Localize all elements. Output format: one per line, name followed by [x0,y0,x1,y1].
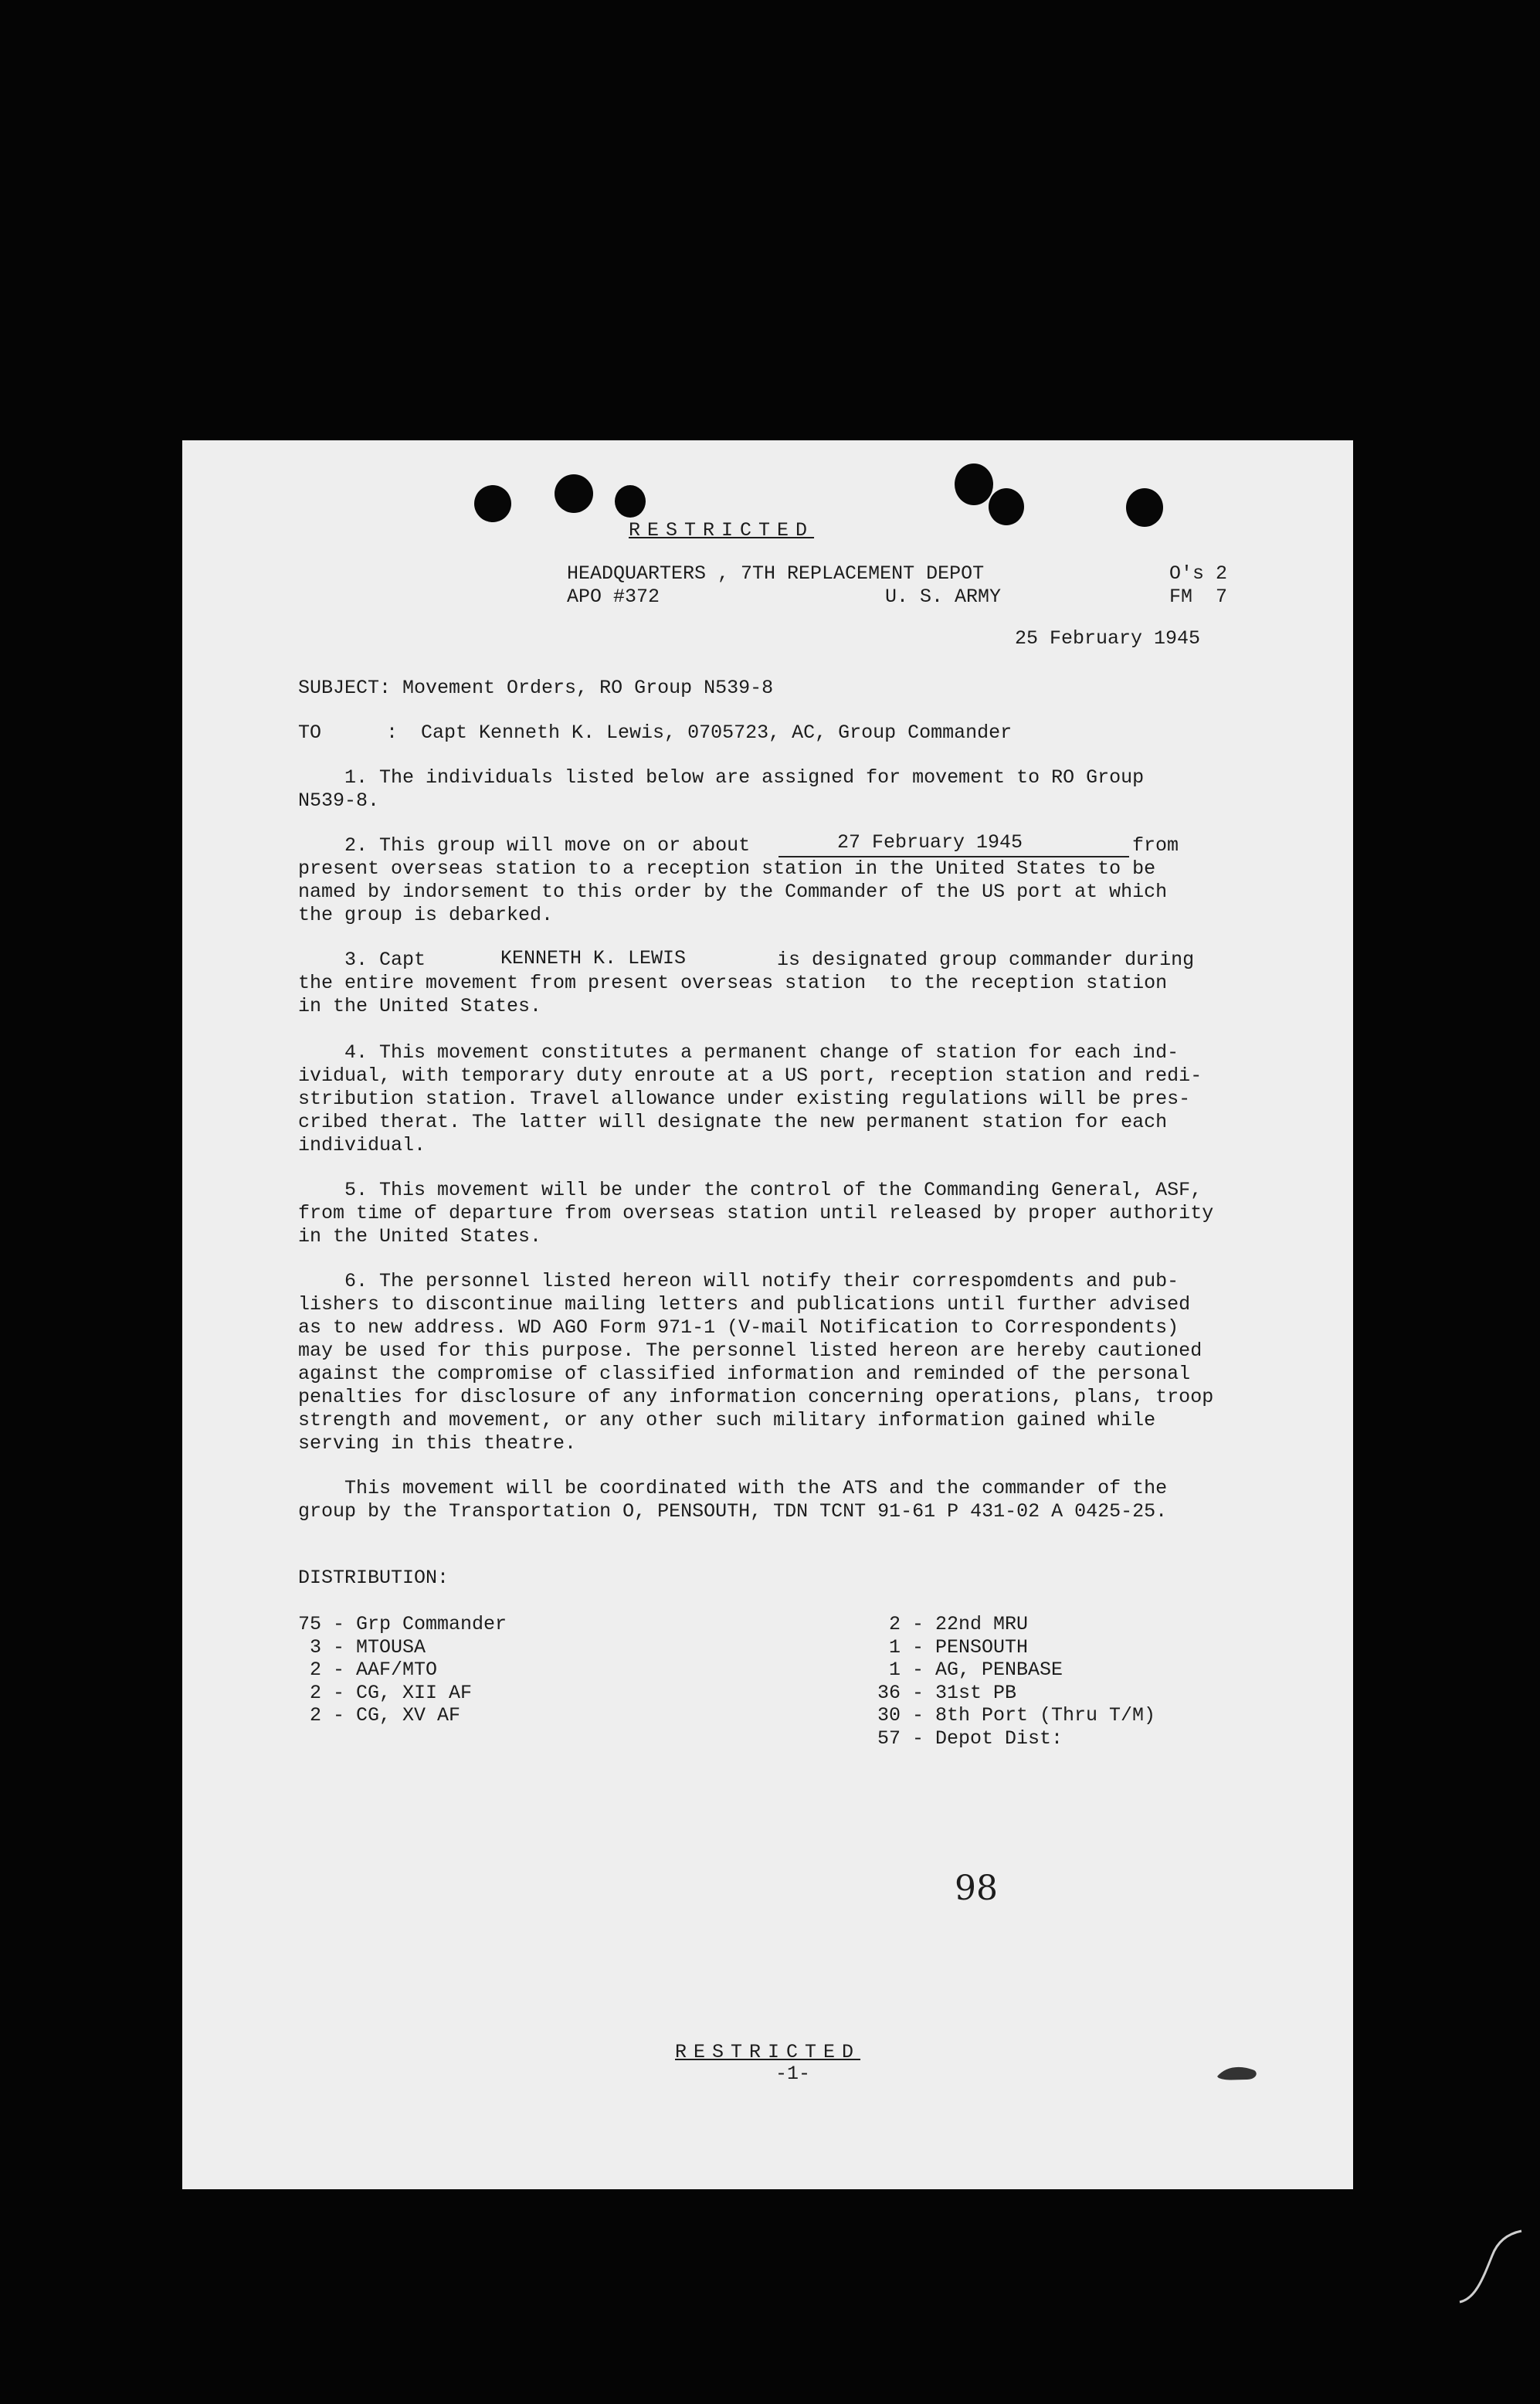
punch-hole [989,488,1024,525]
classification-top: RESTRICTED [629,519,815,542]
to-label: TO [298,722,322,744]
paragraph-2-line: present overseas station to a reception station in the United States to be [298,857,1156,880]
punch-hole [1126,488,1163,527]
headquarters-line: HEADQUARTERS , 7TH REPLACEMENT DEPOT [567,562,985,585]
distribution-item: 3 - MTOUSA [298,1635,426,1659]
paragraph-4-line: cribed therat. The latter will designate the new permanent station for each [298,1111,1168,1133]
distribution-left-list [298,1613,507,1727]
paragraph-6-line: penalties for disclosure of any information concerning operations, plans, troop [298,1386,1214,1408]
paragraph-6-line: strength and movement, or any other such military information gained while [298,1409,1156,1431]
margin-scribble-icon [1452,2225,1529,2317]
paragraph-6-line: lishers to discontinue mailing letters and publications until further advised [298,1293,1191,1316]
paragraph-4-line: ividual, with temporary duty enroute at a US port, reception station and redi- [298,1064,1202,1087]
to-value: : Capt Kenneth K. Lewis, 0705723, AC, Group Commander [386,722,1013,744]
paragraph-1-line: 1. The individuals listed below are assigned for movement to RO Group [298,766,1145,789]
paragraph-4-line: stribution station. Travel allowance under existing regulations will be pres- [298,1088,1191,1110]
paragraph-3-line: in the United States. [298,995,542,1017]
classification-bottom: RESTRICTED [675,2041,861,2063]
handwritten-page-number: 98 [955,1869,998,1908]
paragraph-3-start: 3. Capt [298,949,426,971]
distribution-item: 2 - AAF/MTO [298,1659,438,1681]
paragraph-7-line: group by the Transportation O, PENSOUTH, TDN TCNT 91-61 P 431-02 A 0425-25. [298,1500,1168,1523]
distribution-item: 2 - CG, XV AF [298,1704,461,1727]
document-date: 25 February 1945 [1015,627,1201,650]
apo-line: APO #372 [567,586,660,608]
paragraph-3-line: the entire movement from present overseas station to the reception station [298,972,1168,994]
distribution-item: 2 - 22nd MRU [877,1613,1029,1635]
paragraph-2-line: named by indorsement to this order by the Commander of the US port at which [298,881,1168,903]
distribution-item: 1 - PENSOUTH [877,1635,1029,1659]
punch-hole [955,463,993,505]
punch-hole [474,485,511,522]
distribution-label: DISTRIBUTION: [298,1567,449,1589]
distribution-item: 75 - Grp Commander [298,1613,507,1635]
army-line: U. S. ARMY [885,586,1002,608]
paragraph-6-line: may be used for this purpose. The personnel listed hereon are hereby cautioned [298,1340,1202,1362]
subject-line: SUBJECT: Movement Orders, RO Group N539-8 [298,677,774,699]
paragraph-6-line: against the compromise of classified information and reminded of the personal [298,1363,1191,1385]
distribution-item: 36 - 31st PB [877,1681,1017,1704]
distribution-item: 2 - CG, XII AF [298,1681,473,1704]
distribution-item: 57 - Depot Dist: [877,1727,1063,1750]
paragraph-5-line: in the United States. [298,1225,542,1248]
paragraph-3-name: KENNETH K. LEWIS [500,947,687,969]
distribution-item: 1 - AG, PENBASE [877,1659,1063,1681]
paragraph-2-end: from [1132,834,1179,857]
paragraph-2-start: 2. This group will move on or about [298,834,751,857]
corner-code-2: FM 7 [1169,586,1228,608]
paragraph-3-end: is designated group commander during [777,949,1195,971]
distribution-item: 30 - 8th Port (Thru T/M) [877,1704,1156,1727]
distribution-right-list [877,1613,1155,1750]
paragraph-7-line: This movement will be coordinated with the ATS and the commander of the [298,1477,1168,1499]
punch-hole [615,485,646,518]
paragraph-4-line: 4. This movement constitutes a permanent change of station for each ind- [298,1041,1179,1064]
paragraph-5-line: from time of departure from overseas station until released by proper authority [298,1202,1214,1224]
paragraph-1-line: N539-8. [298,789,380,812]
document-page [182,440,1353,2189]
stamp-mark-icon [1216,2059,1262,2084]
paragraph-6-line: serving in this theatre. [298,1432,577,1455]
paragraph-2-line: the group is debarked. [298,904,554,926]
paragraph-5-line: 5. This movement will be under the control of the Commanding General, ASF, [298,1179,1202,1201]
punch-hole [555,474,593,513]
paragraph-2-date: 27 February 1945 [837,831,1023,854]
corner-code-1: O's 2 [1169,562,1228,585]
paragraph-4-line: individual. [298,1134,426,1156]
paragraph-6-line: 6. The personnel listed hereon will notify their correspomdents and pub- [298,1270,1179,1292]
paragraph-6-line: as to new address. WD AGO Form 971-1 (V-mail Notification to Correspondents) [298,1316,1179,1339]
page-number: -1- [775,2063,811,2085]
